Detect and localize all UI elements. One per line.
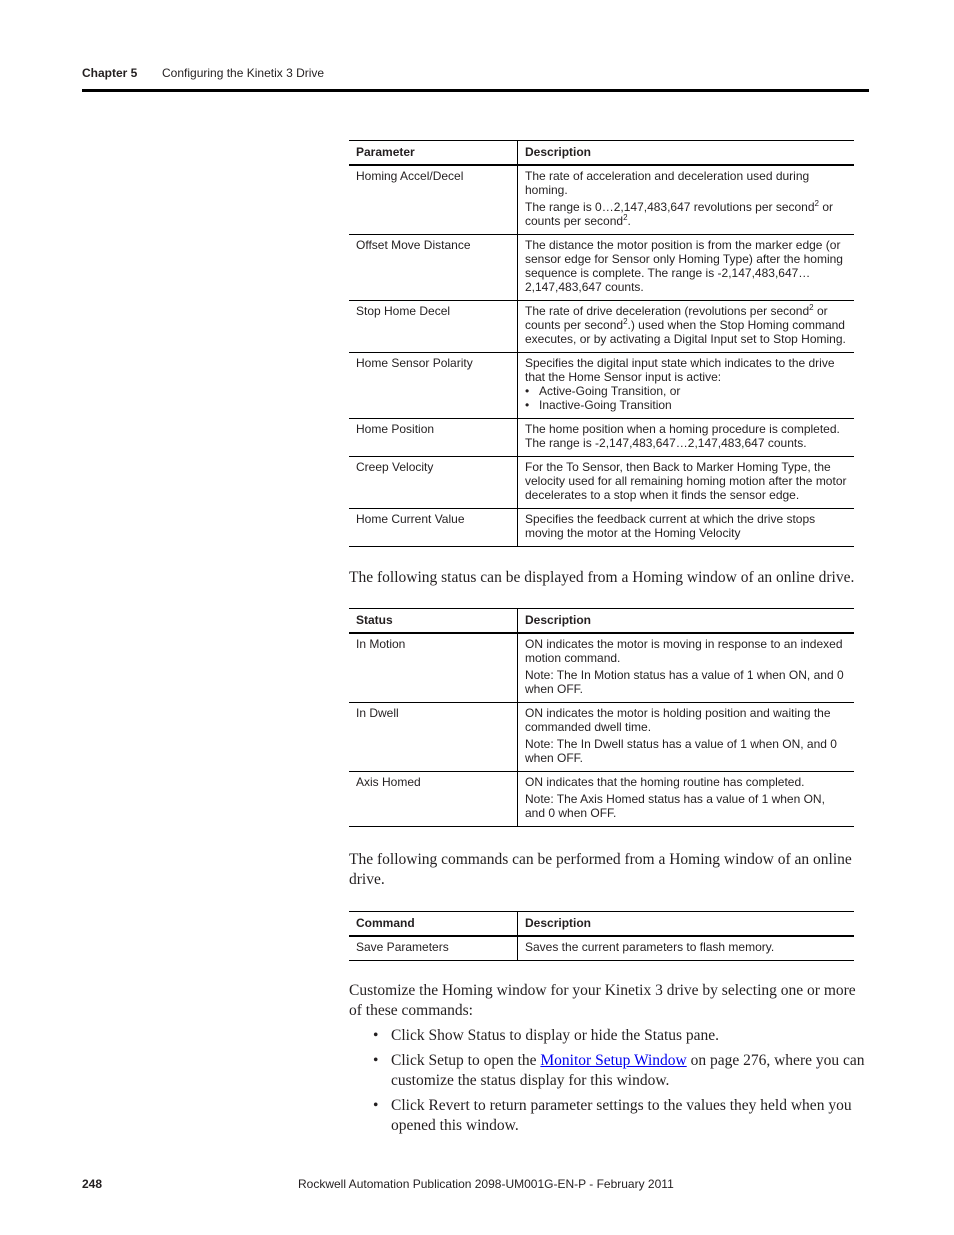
parameter-description: Specifies the feedback current at which the drive stops moving the motor at the Homing Velocity xyxy=(518,509,855,547)
table-row xyxy=(349,509,854,547)
list-item: • Click Revert to return parameter settings to the values they held when you opened this window. xyxy=(373,1097,852,1134)
list-item: • Inactive-Going Transition xyxy=(525,398,847,412)
status-description xyxy=(518,772,855,827)
description-line: ON indicates the motor is holding position and waiting the commanded dwell time. xyxy=(525,706,831,734)
monitor-setup-window-link[interactable]: Monitor Setup Window xyxy=(540,1052,687,1069)
description-line: ON indicates that the homing routine has completed. xyxy=(525,775,805,789)
chapter-title: Configuring the Kinetix 3 Drive xyxy=(162,66,325,80)
description-note: Note: The In Dwell status has a value of 1 when ON, and 0 when OFF. xyxy=(525,737,837,765)
column-header-command: Command xyxy=(349,912,518,937)
table-row xyxy=(349,936,854,961)
description-line: The range is 0…2,147,483,647 revolutions per second$^2$ or counts per second$^2$. xyxy=(525,199,833,228)
column-header-status: Status xyxy=(349,609,518,634)
commands-table xyxy=(349,911,854,961)
parameter-description: For the To Sensor, then Back to Marker Homing Type, the velocity used for all remaining homing motion after the motor decelerates to a stop when it finds the sensor edge. xyxy=(518,457,855,509)
table-row xyxy=(349,235,854,301)
description-note: Note: The In Motion status has a value of 1 when ON, and 0 when OFF. xyxy=(525,668,844,696)
command-bullet-list xyxy=(349,1026,869,1141)
parameter-description xyxy=(518,165,855,235)
parameter-name: Stop Home Decel xyxy=(349,301,518,353)
command-description: Saves the current parameters to flash memory. xyxy=(518,936,855,961)
table-row xyxy=(349,353,854,419)
chapter-label: Chapter 5 xyxy=(82,66,138,80)
status-description xyxy=(518,703,855,772)
parameter-description: The home position when a homing procedure is completed. The range is -2,147,483,647…2,147,483,647 counts. xyxy=(518,419,855,457)
column-header-description: Description xyxy=(518,609,855,634)
parameter-description: The rate of drive deceleration (revolutions per second$^2$ or counts per second$^2$.) used when the Stop Homing command executes, or by activating a Digital Input set to Stop Homing. xyxy=(518,301,855,353)
status-name: In Dwell xyxy=(349,703,518,772)
parameter-name: Creep Velocity xyxy=(349,457,518,509)
status-name: In Motion xyxy=(349,633,518,703)
parameter-description: The distance the motor position is from the marker edge (or sensor edge for Sensor only Homing Type) after the homing sequence is complete. The range is -2,147,483,647…2,147,483,647 counts. xyxy=(518,235,855,301)
parameter-description: Specifies the digital input state which indicates to the drive that the Home Sensor input is active: • Active-Going Transition, or • Inactive-Going Transition xyxy=(518,353,855,419)
table-header-row xyxy=(349,141,854,166)
command-name: Save Parameters xyxy=(349,936,518,961)
header-rule xyxy=(82,89,869,92)
page-number: 248 xyxy=(82,1177,103,1191)
list-item: • Active-Going Transition, or xyxy=(525,384,847,398)
table-row xyxy=(349,165,854,235)
description-line: ON indicates the motor is moving in response to an indexed motion command. xyxy=(525,637,843,665)
column-header-parameter: Parameter xyxy=(349,141,518,166)
column-header-description: Description xyxy=(518,141,855,166)
description-line: The rate of acceleration and deceleration used during homing. xyxy=(525,169,810,197)
status-intro-paragraph: The following status can be displayed from a Homing window of an online drive. xyxy=(349,569,855,586)
table-row xyxy=(349,301,854,353)
option-list xyxy=(525,384,847,412)
table-row xyxy=(349,703,854,772)
table-row xyxy=(349,457,854,509)
list-item: • Click Setup to open the Monitor Setup Window on page 276, where you can customize the status display for this window. xyxy=(373,1052,865,1089)
column-header-description: Description xyxy=(518,912,855,937)
homing-parameters-table xyxy=(349,140,854,547)
table-row xyxy=(349,633,854,703)
table-header-row xyxy=(349,912,854,937)
commands-intro-paragraph: The following commands can be performed from a Homing window of an online drive. xyxy=(349,851,852,888)
running-header xyxy=(82,66,869,80)
parameter-name: Home Position xyxy=(349,419,518,457)
customize-paragraph: Customize the Homing window for your Kinetix 3 drive by selecting one or more of these commands: xyxy=(349,982,856,1019)
status-name: Axis Homed xyxy=(349,772,518,827)
parameter-name: Offset Move Distance xyxy=(349,235,518,301)
parameter-name: Homing Accel/Decel xyxy=(349,165,518,235)
table-header-row xyxy=(349,609,854,634)
status-table xyxy=(349,608,854,827)
parameter-name: Home Current Value xyxy=(349,509,518,547)
status-description xyxy=(518,633,855,703)
parameter-name: Home Sensor Polarity xyxy=(349,353,518,419)
description-note: Note: The Axis Homed status has a value of 1 when ON, and 0 when OFF. xyxy=(525,792,825,820)
table-row xyxy=(349,772,854,827)
table-row xyxy=(349,419,854,457)
publication-info: Rockwell Automation Publication 2098-UM001G-EN-P - February 2011 xyxy=(298,1177,674,1191)
list-item: • Click Show Status to display or hide the Status pane. xyxy=(373,1027,720,1044)
